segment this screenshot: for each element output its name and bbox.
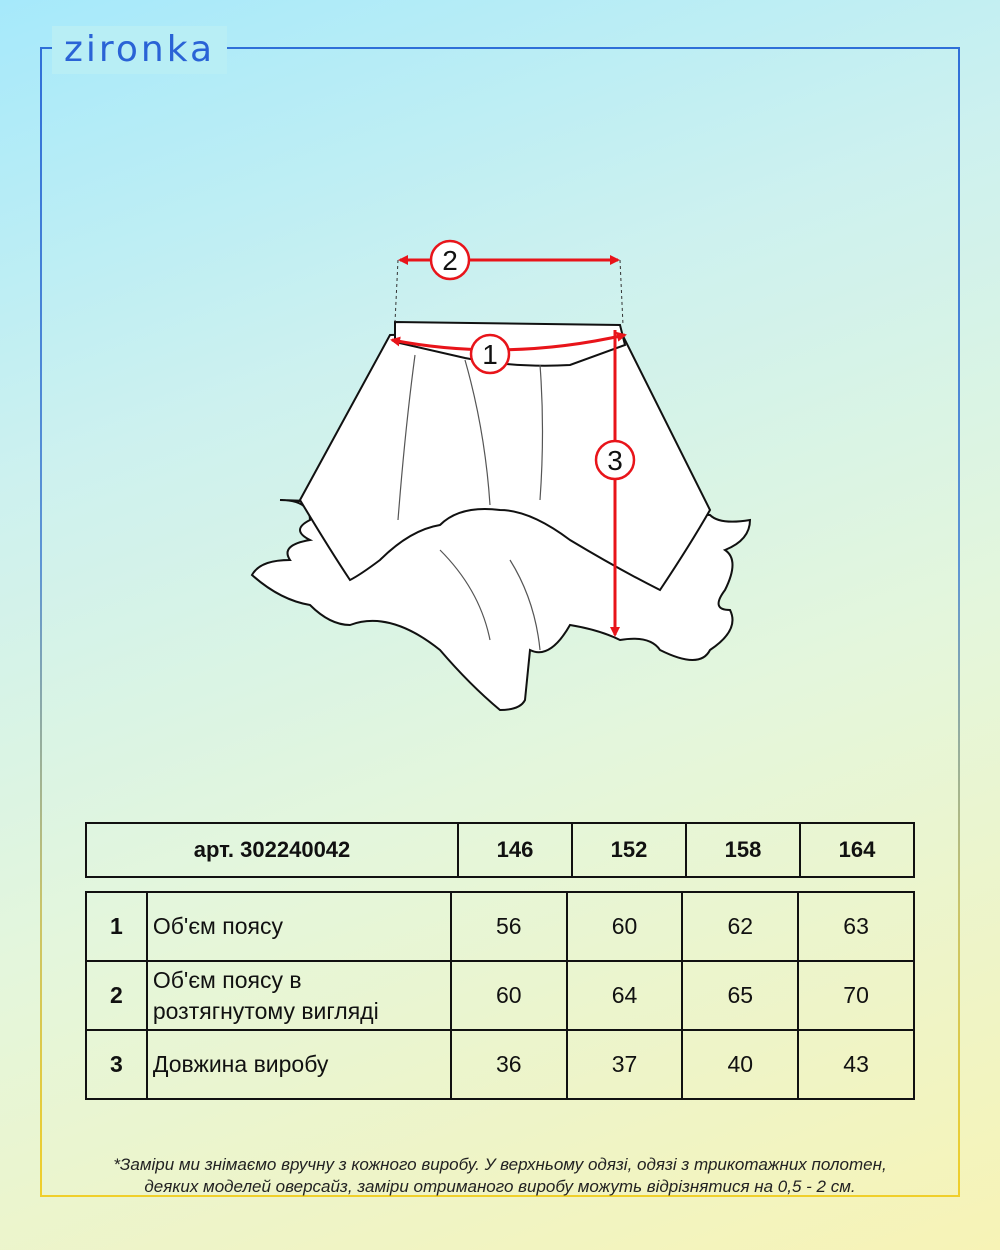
size-158: 158 [686,823,800,877]
footnote [40,1154,960,1198]
brand-logo: zironka [52,26,227,74]
row-value: 43 [798,1030,914,1099]
row-label: Об'єм поясу в розтягнутому вигляді [147,961,451,1030]
table-row [86,892,914,961]
row-number: 1 [86,892,147,961]
footnote-line-1: *Заміри ми знімаємо вручну з кожного виробу. У верхньому одязі, одязі з трикотажних полотен, [113,1155,887,1174]
size-146: 146 [458,823,572,877]
table-row [86,1030,914,1099]
table-row [86,961,914,1030]
footnote-line-2: деяких моделей оверсайз, заміри отриманого виробу можуть відрізнятися на 0,5 - 2 см. [144,1177,856,1196]
row-value: 36 [451,1030,567,1099]
row-value: 65 [682,961,798,1030]
row-value: 63 [798,892,914,961]
marker-1 [471,335,509,373]
row-value: 60 [567,892,683,961]
row-value: 40 [682,1030,798,1099]
stretch-guide [395,260,623,325]
size-164: 164 [800,823,914,877]
row-value: 70 [798,961,914,1030]
row-label: Об'єм поясу [147,892,451,961]
size-header-table [85,822,915,878]
row-label: Довжина виробу [147,1030,451,1099]
row-value: 64 [567,961,683,1030]
row-value: 56 [451,892,567,961]
skirt-diagram [240,230,760,730]
size-header-row [86,823,914,877]
row-number: 3 [86,1030,147,1099]
svg-text:3: 3 [607,445,623,476]
row-value: 37 [567,1030,683,1099]
row-number: 2 [86,961,147,1030]
row-value: 62 [682,892,798,961]
size-152: 152 [572,823,686,877]
row-value: 60 [451,961,567,1030]
measurements-table [85,891,915,1100]
marker-2 [431,241,469,279]
article-number: арт. 302240042 [86,823,458,877]
marker-3 [596,441,634,479]
skirt-outline [252,322,750,710]
svg-text:2: 2 [442,245,458,276]
svg-text:1: 1 [482,339,498,370]
